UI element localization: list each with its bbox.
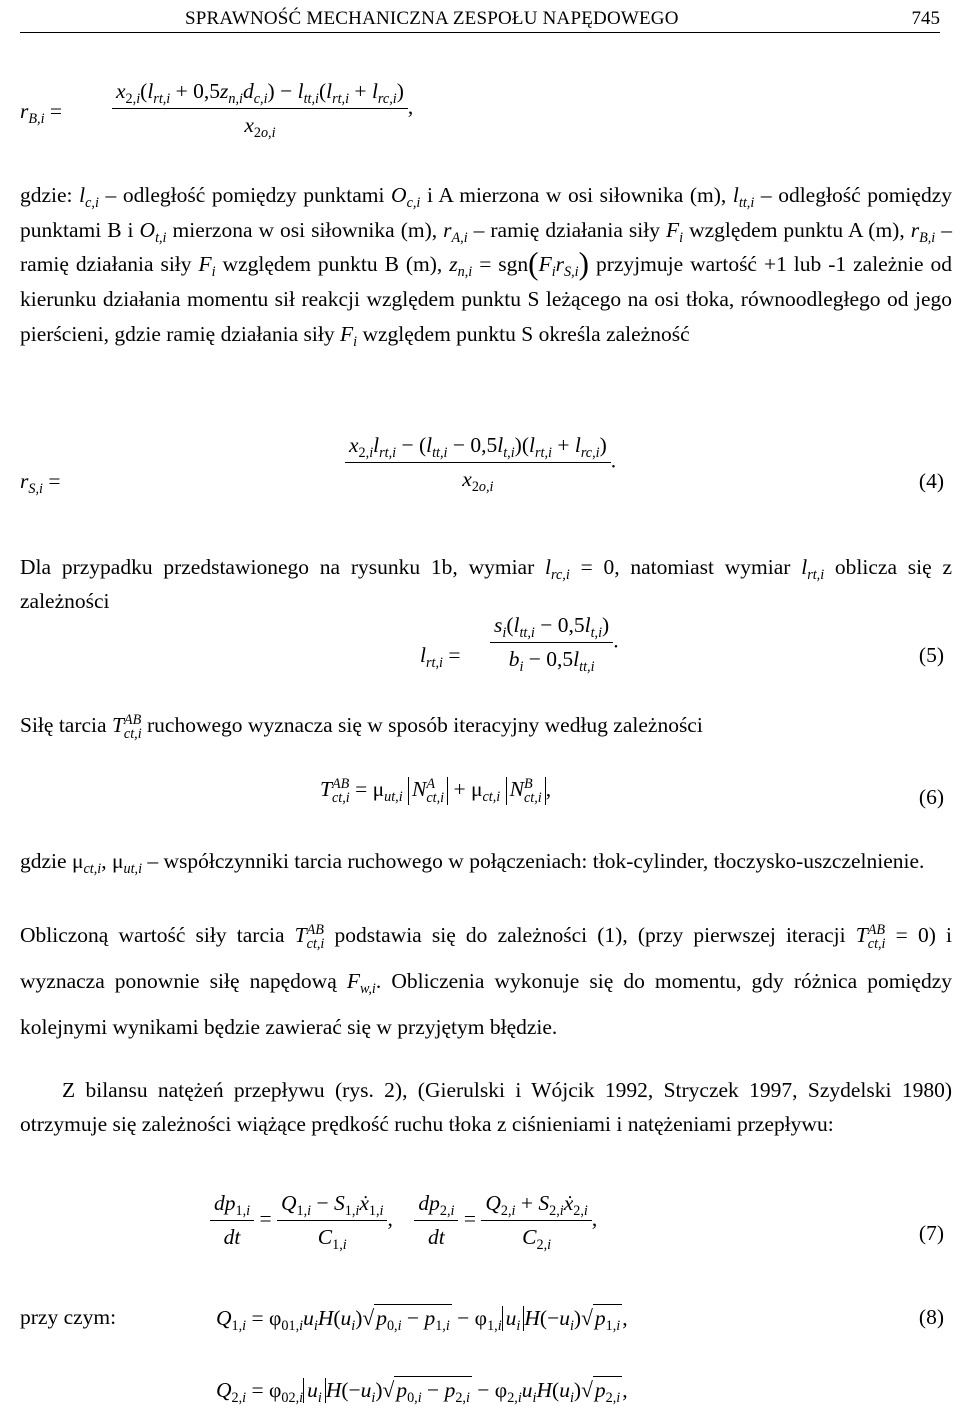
equation-8: przy czym: $Q_{1,i} = \varphi_{01,i}u_iH(u_i)√p_{0,i} - p_{1,i} - \varphi_{1,i}$ $u_i$ $H(-u_i)√p_{1,i}$, (8) $Q_{2,i} = \varphi_{02,i}$ $u_i$ $H(-u_i)√p_{0,i} - p_{2,i} - \varphi_{2,i}u_iH(u_i)√p_{2,i}$, bbox=[20, 1305, 944, 1406]
eq-rb-lhs-sub: B,i bbox=[28, 110, 45, 127]
text: gdzie: bbox=[20, 183, 80, 207]
text: i A mierzona w osi siłownika (m), bbox=[420, 183, 733, 207]
equation-5: $l_{rt,i}$ = $\frac{s_i(l_{tt,i} - 0,5l_{t,i})}{b_i - 0,5l_{tt,i}}$ . (5) bbox=[420, 613, 944, 675]
equation-number-4: (4) bbox=[918, 469, 944, 493]
equation-7: $\frac{dp_{1,i}}{dt}$ = $\frac{Q_{1,i} - S_{1,i}ẋ_{1,i}}{C_{1,i}}$ , $\frac{dp_{2,i}}{dt}$ = $\frac{Q_{2,i} + S_{2,i}ẋ_{2,i}}{C_{2,i}}$ , (7) bbox=[20, 1190, 952, 1280]
text: Dla przypadku przedstawionego na rysunku 1b, wymiar bbox=[20, 555, 546, 579]
running-title: SPRAWNOŚĆ MECHANICZNA ZESPOŁU NAPĘDOWEGO bbox=[185, 8, 679, 29]
text: – ramię działania siły bbox=[20, 217, 952, 277]
paragraph-sila: Siłę tarcia T AB ct,i ruchowego wyznacza się w sposób iteracyjny według zależności bbox=[20, 711, 703, 743]
eq4-fraction: $\frac{x_{2,i}l_{rt,i} - (l_{tt,i} - 0,5l_{t,i})(l_{rt,i} + l_{rc,i})}{x_{2o,i}}$ bbox=[345, 432, 611, 493]
paragraph-gdzie-1: gdzie: $l_{c,i}$ – odległość pomiędzy punktami $O_{c,i}$ i A mierzona w osi siłownika (m), $l_{tt,i}$ – odległość pomiędzy punktami B i $O_{t,i}$ mierzona w osi siłownika (m), $r_{A,i}$ – ramię działania siły $F_i$ względem punktu A (m), $r_{B,i}$ – ramię działania siły $F_i$ względem punktu B (m), $z_{n,i} = sgn(F_ir_{S,i})$ przyjmuje wartość +1 lub -1 zależnie od kierunku działania momentu sił reakcji względem punktu S leżącego na osi tłoka, równoodległego od jego pierścieni, gdzie ramię działania siły $F_i$ względem punktu S określa zależność bbox=[20, 183, 952, 350]
text: = 0, natomiast wymiar bbox=[569, 555, 802, 579]
text: względem punktu A (m), bbox=[683, 217, 911, 242]
eq5-fraction: $\frac{s_i(l_{tt,i} - 0,5l_{t,i})}{b_i - 0,5l_{tt,i}}$ bbox=[490, 612, 613, 673]
equation-6: T AB ct,i = $\mu_{ut,i}$ N A ct,i + $\mu_{ct,i}$ N B ct,i , (6) bbox=[320, 775, 944, 809]
text: gdzie bbox=[20, 849, 72, 873]
page-number: 745 bbox=[911, 8, 940, 29]
text: względem punktu B (m), bbox=[215, 252, 450, 277]
text: mierzona w osi siłownika (m), bbox=[166, 217, 444, 242]
text: Siłę tarcia bbox=[20, 713, 112, 737]
eq-rb-fraction: $\frac{x_{2,i}(l_{rt,i} + 0,5z_{n,i}d_{c,i}) - l_{tt,i}(l_{rt,i} + l_{rc,i})}{x_{2o,i}}$ bbox=[112, 78, 408, 139]
paragraph-gdzie-2: gdzie $\mu_{ct,i}$, $\mu_{ut,i}$ – współczynniki tarcia ruchowego w połączeniach: tłok-cylinder, tłoczysko-uszczelnienie. bbox=[20, 849, 925, 877]
equation-number-8: (8) bbox=[918, 1305, 944, 1329]
text: Obliczoną wartość siły tarcia bbox=[20, 923, 295, 947]
text: ruchowego wyznacza się w sposób iteracyjny według zależności bbox=[141, 713, 703, 737]
text: – współczynniki tarcia ruchowego w połączeniach: tłok-cylinder, tłoczysko-uszczelnienie. bbox=[142, 849, 925, 873]
equation-number-5: (5) bbox=[918, 643, 944, 667]
paragraph-dla: Dla przypadku przedstawionego na rysunku 1b, wymiar $l_{rc,i} = 0$, natomiast wymiar $l_{rt,i}$ oblicza się z zależności bbox=[20, 555, 952, 613]
eq-rb-lhs: r bbox=[20, 99, 29, 123]
paragraph-obliczona: Obliczoną wartość siły tarcia T AB ct,i podstawia się do zależności (1), (przy pierwszej iteracji T AB ct,i = 0) i wyznacza ponownie siłę napędową $F_{w,i}$. Obliczenia wykonuje się do momentu, gdy różnica pomiędzy kolejnymi wynikami będzie zawierać się w przyjętym błędzie. bbox=[20, 921, 952, 1039]
text: względem punktu S określa zależność bbox=[357, 321, 690, 346]
text: – odległość pomiędzy punktami bbox=[98, 183, 392, 207]
running-header bbox=[20, 4, 940, 33]
text: przyjmuje wartość +1 lub -1 zależnie od kierunku działania momentu sił reakcji względem punktu S leżącego na osi tłoka, równoodległego od jego pierścieni, gdzie ramię działania siły bbox=[20, 252, 952, 346]
text: Z bilansu natężeń przepływu (rys. 2), (Gierulski i Wójcik 1992, Stryczek 1997, Szydelski 1980) otrzymuje się zależności wiążące prędkość ruchu tłoka z ciśnieniami i natężeniami przepływu: bbox=[20, 1078, 952, 1136]
text: – odległość pomiędzy punktami B i bbox=[20, 183, 952, 242]
text: = 0) i wyznacza ponownie siłę napędową bbox=[20, 923, 952, 993]
equation-rb: $r_{B,i}$ = $\frac{x_{2,i}(l_{rt,i} + 0,5z_{n,i}d_{c,i}) - l_{tt,i}(l_{rt,i} + l_{rc,i})}{x_{2o,i}}$ , bbox=[20, 79, 414, 141]
text: – ramię działania siły bbox=[467, 217, 666, 242]
eq8-lead: przy czym: bbox=[20, 1305, 117, 1329]
text: podstawia się do zależności (1), (przy pierwszej iteracji bbox=[324, 923, 856, 947]
equation-4: $r_{S,i}$ = $\frac{x_{2,i}l_{rt,i} - (l_{tt,i} - 0,5l_{t,i})(l_{rt,i} + l_{rc,i})}{x_{2o,i}}$ . (4) bbox=[20, 433, 944, 497]
equation-number-7: (7) bbox=[918, 1221, 944, 1245]
text: oblicza się z zależności bbox=[20, 555, 952, 613]
eq-rb-comma: , bbox=[407, 94, 414, 119]
equation-number-6: (6) bbox=[918, 785, 944, 809]
text: . Obliczenia wykonuje się do momentu, gdy różnica pomiędzy kolejnymi wynikami będzie zawierać się w przyjętym błędzie. bbox=[20, 969, 952, 1039]
paragraph-bilans bbox=[20, 1073, 952, 1141]
